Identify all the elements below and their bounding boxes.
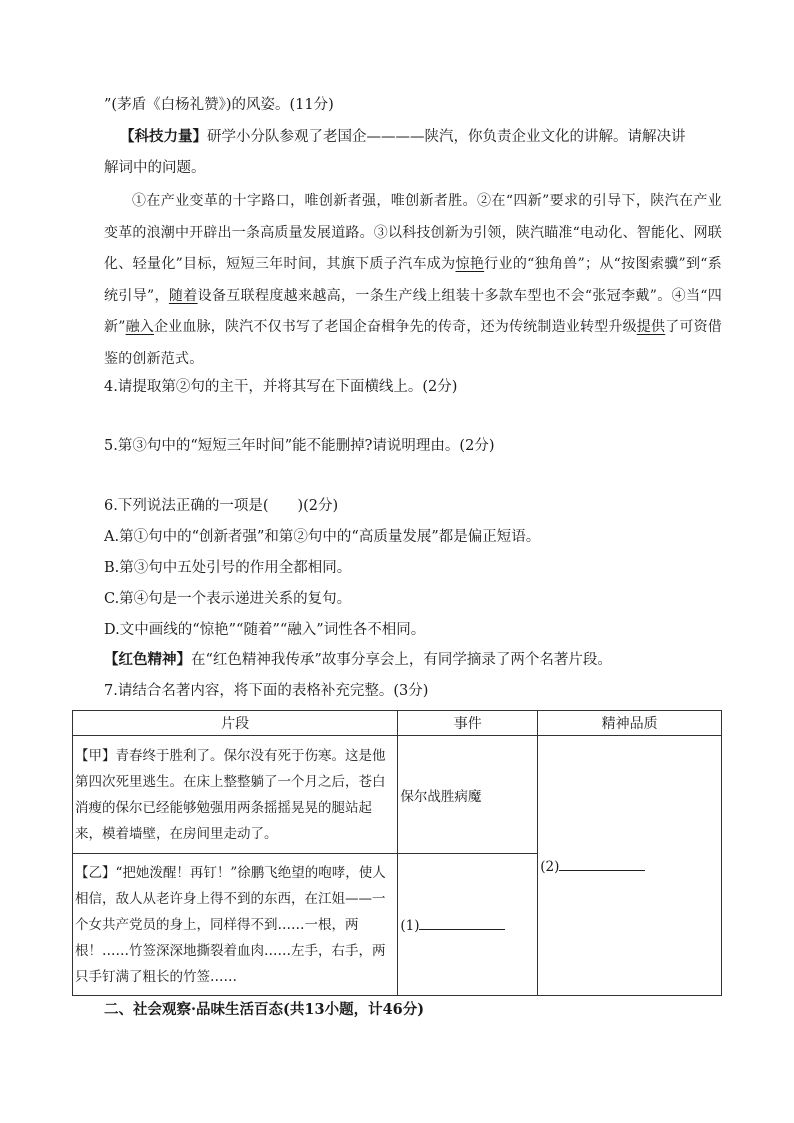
header-fragment: 片段 [73, 711, 398, 736]
underlined-word-1: 惊艳 [455, 256, 485, 272]
passage [104, 186, 722, 375]
fragment-jia: 【甲】青春终于胜利了。保尔没有死于伤寒。这是他第四次死里逃生。在床上整整躺了一个月之后，苍白消瘦的保尔已经能够勉强用两条摇摇晃晃的腿站起来，模着墙壁，在房间里走动了。 [73, 736, 398, 854]
tech-section-line1 [120, 127, 686, 147]
table-row [73, 736, 722, 854]
tech-section-tag: 【科技力量】 [120, 128, 207, 145]
tech-section-line2: 解词中的问题。 [104, 160, 206, 176]
red-section-tag: 【红色精神】 [104, 651, 191, 668]
question-4: 4.请提取第②句的主干，并将其写在下面横线上。(2分) [104, 379, 458, 395]
red-section-text: 在“红色精神我传承”故事分享会上，有同学摘录了两个名著片段。 [191, 652, 612, 668]
header-event: 事件 [398, 711, 538, 736]
passage-text: ①在产业变革的十字路口，唯创新者强，唯创新者胜。②在“四新”要求的引导下，陕汽在产业变革的浪潮中开辟出一条高质量发展道路。③以科技创新为引领，陕汽瞄准“电动化、智能化、网联化、轻量化”目标，短短三年时间，其旗下质子汽车成为 [104, 193, 722, 272]
header-spirit: 精神品质 [538, 711, 722, 736]
red-section-line [104, 650, 612, 670]
underlined-word-4: 提供 [636, 319, 666, 335]
event-yi-cell [398, 854, 538, 996]
event-answer-blank[interactable] [419, 915, 505, 930]
question-7: 7.请结合名著内容，将下面的表格补充完整。(3分) [104, 683, 429, 699]
question-5: 5.第③句中的“短短三年时间”能不能删掉?请说明理由。(2分) [104, 438, 495, 454]
passage-text: 了可资借鉴的创新范式。 [104, 319, 722, 367]
question-6-option-b: B.第③句中五处引号的作用全都相同。 [104, 560, 352, 576]
passage-text: 设备互联程度越来越高，一条生产线上组装十多款车型也不会“张冠李戴”。④当“四新” [104, 287, 722, 335]
fragment-yi: 【乙】“把她泼醒！再钉！”徐鹏飞绝望的咆哮，使人相信，敌人从老许身上得不到的东西，在江姐——一个女共产党员的身上，同样得不到……一根，两根！……竹签深深地撕裂着血肉……左手，右手，两只手钉满了粗长的竹签…… [73, 854, 398, 996]
question-6-option-a: A.第①句中的“创新者强”和第②句中的“高质量发展”都是偏正短语。 [104, 529, 541, 545]
question-6-option-d: D.文中画线的“惊艳”“随着”“融入”词性各不相同。 [104, 622, 426, 638]
underlined-word-3: 融入 [125, 319, 154, 335]
intro-line: ”(茅盾《白杨礼赞》)的风姿。(11分) [104, 97, 334, 113]
spirit-cell [538, 736, 722, 996]
section-2-title: 二、社会观察·品味生活百态(共13小题，计46分) [104, 1001, 425, 1018]
event-jia: 保尔战胜病魔 [398, 736, 538, 854]
spirit-answer-blank[interactable] [559, 856, 645, 871]
table-header-row [73, 711, 722, 736]
tech-section-text: 研学小分队参观了老国企————陕汽，你负责企业文化的讲解。请解决讲 [207, 129, 686, 145]
spirit-label: (2) [540, 859, 560, 875]
works-table [72, 710, 722, 996]
event-yi-label: (1) [400, 918, 420, 934]
underlined-word-2: 随着 [168, 287, 198, 304]
question-6: 6.下列说法正确的一项是( )(2分) [104, 498, 339, 514]
passage-text: 企业血脉，陕汽不仅书写了老国企奋楫争先的传奇，还为传统制造业转型升级 [153, 319, 637, 335]
question-6-option-c: C.第④句是一个表示递进关系的复句。 [104, 591, 352, 607]
passage-text: 行业的“独角兽”；从“按图索骥”到“系统引导”， [104, 256, 722, 304]
